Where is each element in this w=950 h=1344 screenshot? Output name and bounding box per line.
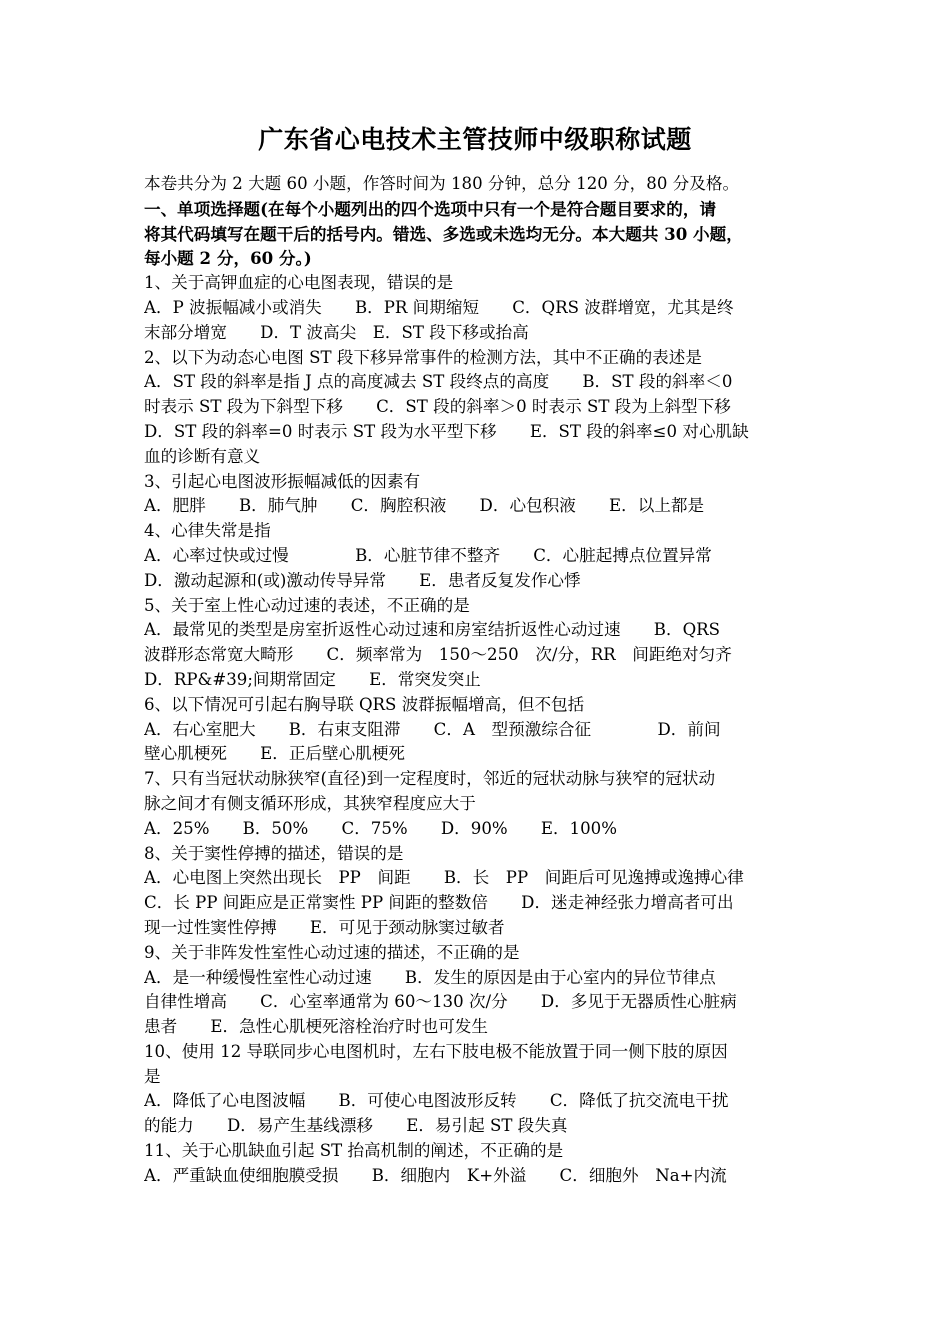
text-line: 脉之间才有侧支循环形成，其狭窄程度应大于 — [144, 793, 476, 813]
text-line: 现一过性窦性停搏 E．可见于颈动脉窦过敏者 — [144, 917, 505, 937]
text-line: 9、关于非阵发性室性心动过速的描述，不正确的是 — [144, 942, 520, 962]
text-line: 8、关于窦性停搏的描述，错误的是 — [144, 843, 404, 863]
text-line: A．P 波振幅减小或消失 B．PR 间期缩短 C．QRS 波群增宽，尤其是终 — [144, 297, 734, 317]
text-line: D．RP&#39;间期常固定 E．常突发突止 — [144, 669, 481, 689]
text-line: 自律性增高 C．心室率通常为 60～130 次/分 D．多见于无器质性心脏病 — [144, 992, 737, 1012]
text-line: A．ST 段的斜率是指 J 点的高度减去 ST 段终点的高度 B．ST 段的斜率＜0 — [144, 372, 733, 392]
text-line: 时表示 ST 段为下斜型下移 C．ST 段的斜率＞0 时表示 ST 段为上斜型下移 — [144, 397, 731, 417]
text-line: 10、使用 12 导联同步心电图机时，左右下肢电极不能放置于同一侧下肢的原因 — [144, 1041, 728, 1061]
text-line: 的能力 D．易产生基线漂移 E．易引起 ST 段失真 — [144, 1116, 568, 1136]
text-line: A．肥胖 B．肺气肿 C．胸腔积液 D．心包积液 E．以上都是 — [144, 496, 705, 516]
document-body — [144, 172, 808, 1189]
text-line: 将其代码填写在题干后的括号内。错选、多选或未选均无分。本大题共 30 小题， — [144, 223, 743, 244]
text-line: 4、心律失常是指 — [144, 521, 271, 541]
text-line: A．降低了心电图波幅 B．可使心电图波形反转 C．降低了抗交流电干扰 — [144, 1091, 729, 1111]
text-line: 本卷共分为 2 大题 60 小题，作答时间为 180 分钟，总分 120 分，80 分及格。 — [144, 174, 740, 193]
text-line: 6、以下情况可引起右胸导联 QRS 波群振幅增高，但不包括 — [144, 694, 585, 714]
text-line: 每小题 2 分，60 分。) — [144, 248, 312, 269]
text-line: A．心率过快或过慢 B．心脏节律不整齐 C．心脏起搏点位置异常 — [144, 545, 712, 565]
text-line: 一、单项选择题(在每个小题列出的四个选项中只有一个是符合题目要求的，请 — [144, 198, 717, 219]
text-line: 1、关于高钾血症的心电图表现，错误的是 — [144, 273, 454, 293]
text-line: A．心电图上突然出现长 PP 间距 B．长 PP 间距后可见逸搏或逸搏心律 — [144, 868, 744, 888]
text-line: C．长 PP 间距应是正常窦性 PP 间距的整数倍 D．迷走神经张力增高者可出 — [144, 893, 734, 913]
text-line: A．右心室肥大 B．右束支阻滞 C．A 型预激综合征 D．前间 — [144, 719, 721, 739]
text-line: A．是一种缓慢性室性心动过速 B．发生的原因是由于心室内的异位节律点 — [144, 967, 716, 987]
text-line: 末部分增宽 D．T 波高尖 E．ST 段下移或抬高 — [144, 322, 529, 342]
text-line: 5、关于室上性心动过速的表述，不正确的是 — [144, 595, 470, 615]
text-line: 11、关于心肌缺血引起 ST 抬高机制的阐述，不正确的是 — [144, 1141, 564, 1161]
text-line: 波群形态常宽大畸形 C．频率常为 150～250 次/分，RR 间距绝对匀齐 — [144, 645, 732, 665]
text-line: D．激动起源和(或)激动传导异常 E．患者反复发作心悸 — [144, 570, 581, 590]
document-title: 广东省心电技术主管技师中级职称试题 — [258, 125, 692, 154]
text-line: D．ST 段的斜率=0 时表示 ST 段为水平型下移 E．ST 段的斜率≤0 对心肌缺 — [144, 421, 749, 441]
text-line: 7、只有当冠状动脉狭窄(直径)到一定程度时，邻近的冠状动脉与狭窄的冠状动 — [144, 769, 716, 789]
text-line: A．严重缺血使细胞膜受损 B．细胞内 K+外溢 C．细胞外 Na+内流 — [144, 1165, 727, 1185]
text-line: 2、以下为动态心电图 ST 段下移异常事件的检测方法，其中不正确的表述是 — [144, 347, 702, 367]
text-line: 患者 E．急性心肌梗死溶栓治疗时也可发生 — [144, 1017, 488, 1037]
text-line: 血的诊断有意义 — [144, 446, 261, 466]
text-line: A．最常见的类型是房室折返性心动过速和房室结折返性心动过速 B．QRS — [144, 620, 721, 640]
text-line: 是 — [144, 1066, 161, 1086]
text-line: 3、引起心电图波形振幅减低的因素有 — [144, 471, 421, 491]
text-line: 壁心肌梗死 E．正后壁心肌梗死 — [144, 744, 406, 764]
text-line: A．25% B．50% C．75% D．90% E．100% — [144, 818, 617, 838]
